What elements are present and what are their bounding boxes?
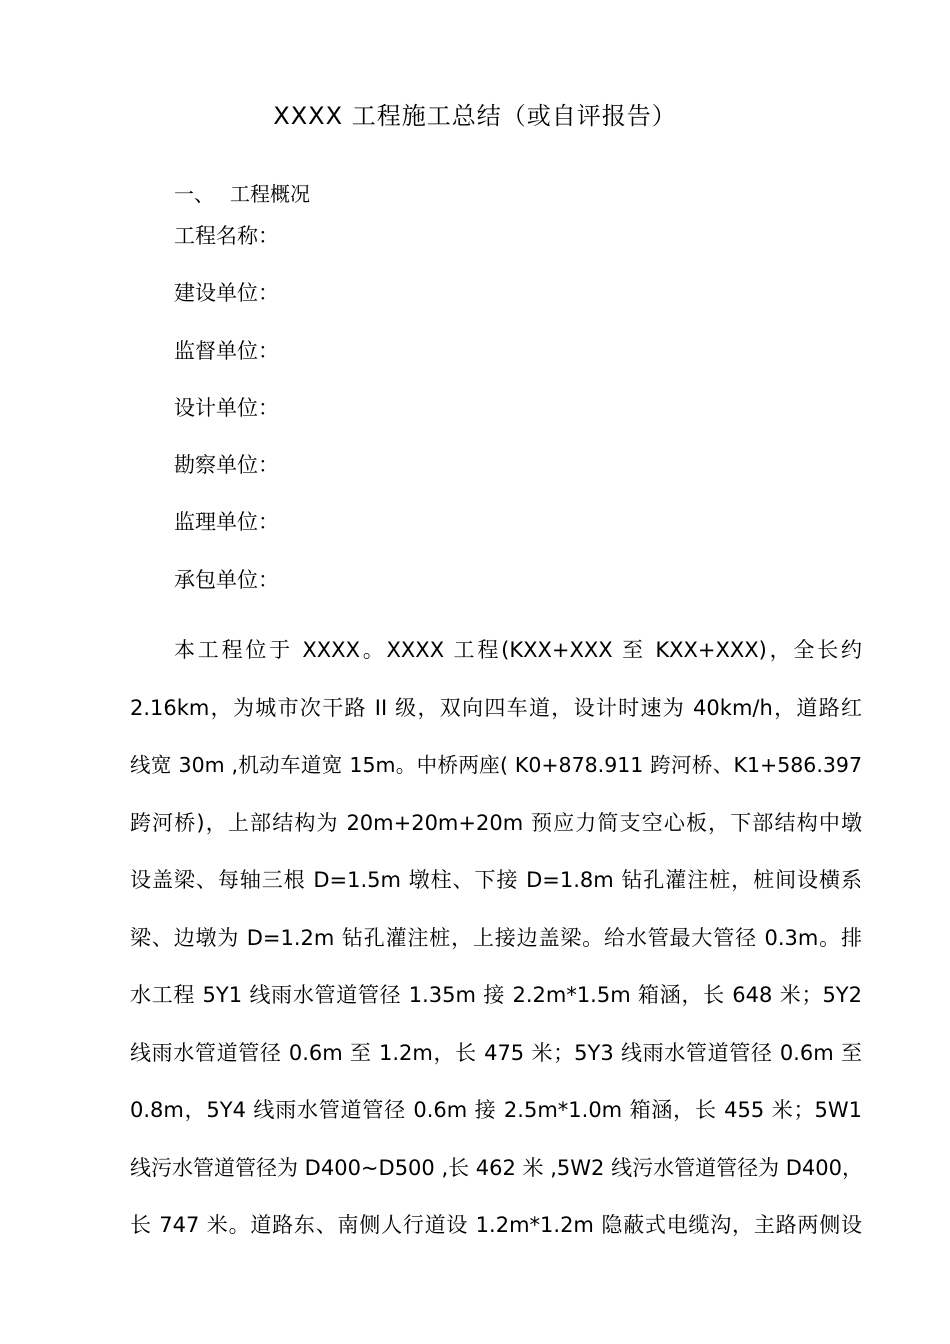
section-number: 一、 (174, 182, 214, 206)
field-monitoring-unit: 监理单位： (174, 510, 279, 535)
project-info-fields (174, 220, 279, 621)
body-line: 线宽 30m ,机动车道宽 15m。中桥两座( K0+878.911 跨河桥、K1+586.397 (130, 753, 862, 777)
body-line: 0.8m，5Y4 线雨水管道管径 0.6m 接 2.5m*1.0m 箱涵，长 455 米；5W1 (130, 1098, 862, 1122)
project-description (130, 622, 862, 1255)
body-line: 线雨水管道管径 0.6m 至 1.2m，长 475 米；5Y3 线雨水管道管径 0.6m 至 (130, 1040, 862, 1065)
body-line: 跨河桥)，上部结构为 20m+20m+20m 预应力简支空心板，下部结构中墩 (130, 810, 862, 835)
field-project-name: 工程名称： (174, 224, 279, 248)
field-supervision-unit: 监督单位： (174, 338, 279, 363)
body-line: 水工程 5Y1 线雨水管道管径 1.35m 接 2.2m*1.5m 箱涵，长 648 米；5Y2 (130, 983, 862, 1007)
field-design-unit: 设计单位： (174, 395, 279, 420)
field-contractor-unit: 承包单位： (174, 567, 279, 592)
section-title: 工程概况 (230, 182, 310, 206)
document-title: XXXX 工程施工总结（或自评报告） (273, 102, 677, 130)
field-construction-unit: 建设单位： (174, 281, 279, 306)
body-line: 梁、边墩为 D=1.2m 钻孔灌注桩，上接边盖梁。给水管最大管径 0.3m。排 (130, 925, 862, 950)
field-survey-unit: 勘察单位： (174, 453, 279, 478)
body-line: 2.16km，为城市次干路 II 级，双向四车道，设计时速为 40km/h，道路红 (130, 695, 862, 720)
body-line: 本工程位于 XXXX。XXXX 工程(KXX+XXX 至 KXX+XXX)，全长约 (174, 638, 862, 662)
body-line: 长 747 米。道路东、南侧人行道设 1.2m*1.2m 隐蔽式电缆沟，主路两侧设 (130, 1213, 862, 1237)
body-line: 设盖梁、每轴三根 D=1.5m 墩柱、下接 D=1.8m 钻孔灌注桩，桩间设横系 (130, 868, 862, 892)
body-line: 线污水管道管径为 D400~D500 ,长 462 米 ,5W2 线污水管道管径为 D400， (130, 1155, 863, 1180)
section-heading (174, 178, 310, 210)
